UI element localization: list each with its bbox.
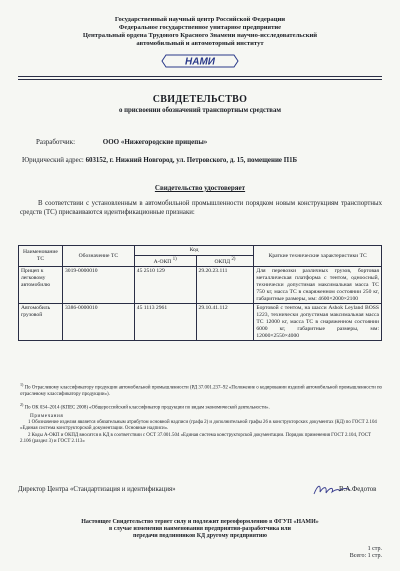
vehicle-table: [18, 245, 382, 341]
page-number: 1 стр.: [367, 546, 382, 552]
page-total: Всего: 1 стр.: [349, 553, 382, 559]
row-designation: 3386-0000010: [62, 304, 134, 341]
header-code: Код: [134, 246, 254, 256]
row-specs: Для перевозки различных грузов, бортовая металлическая платформа с тентом, одноосный, технически допустимая максимальная масса ТС 750 кг, масса ТС в снаряженном состоянии 250 кг, габаритные размеры, мм: 4600×2000×2100: [254, 267, 382, 304]
table-row: [19, 267, 382, 304]
certifies-heading: Свидетельство удостоверяет: [154, 184, 246, 192]
developer-row: [36, 138, 207, 146]
row-name: Прицеп к легковому автомобилю: [19, 267, 63, 304]
header-line-2: Федеральное государственное унитарное предприятие: [118, 24, 282, 31]
header-line-3: Центральный ордена Трудового Красного Знамени научно-исследовательский: [82, 32, 318, 39]
table-row: [19, 304, 382, 341]
footnote-1: $^{1)}$ По Отраслевому классификатору продукции автомобильной промышленности (РД 37.001.237–92 «Положение о кодировании изделий автомобильной промышленности по отраслевому классификатору продукции»).: [20, 382, 383, 397]
document-title: СВИДЕТЕЛЬСТВО: [152, 94, 248, 105]
note-2: 2 Коды А-ОКП и ОКПД вносятся в КД в соответствии с ОСТ 37.001.504 «Единая система конструкторской документации. Порядок применения ГОСТ 2.104, ГОСТ 2.106 (раздел 3) и ГОСТ 2.113»: [20, 433, 371, 445]
header-rule-thick: [18, 76, 382, 77]
row-designation: 3019-0000010: [62, 267, 134, 304]
row-name: Автомобиль грузовой: [19, 304, 63, 341]
header-line-4: автомобильный и автомоторный институт: [136, 40, 264, 47]
row-aokp: 45 2510 129: [134, 267, 196, 304]
document-subtitle: о присвоении обозначений транспортным средствам: [118, 107, 282, 114]
row-okpd: 29.10.41.112: [196, 304, 254, 341]
note-1: 1 Обозначение изделия является обязательным атрибутом основной надписи (графа 2) и дополнительной графы 26 в конструкторских документах (КД) по ГОСТ 2.104 «Единая система конструкторской документации. Основные надписи».: [20, 420, 377, 432]
validity-line-1: Настоящее Свидетельство теряет силу и подлежит переоформлению в ФГУП «НАМИ»: [81, 519, 319, 525]
signer-name: В.А.Федотов: [339, 486, 377, 493]
notes-title: Примечания: [30, 413, 64, 419]
signer-position: Директор Центра «Стандартизация и идентификация»: [18, 486, 176, 493]
header-okpd: ОКПД $^{2)}$: [196, 255, 254, 267]
developer-label: Разработчик:: [36, 138, 76, 146]
nami-logo: [160, 54, 240, 68]
validity-line-3: передачи подлинников КД другому предприятию: [133, 533, 267, 539]
header-specs: Краткие технические характеристики ТС: [254, 246, 382, 267]
footnote-2: $^{2)}$ По ОК 034–2014 (КПЕС 2008) «Общероссийский классификатор продукции по видам экономической деятельности».: [20, 402, 270, 411]
svg-text:НАМИ: НАМИ: [185, 56, 215, 68]
header-name: Наименование ТС: [19, 246, 63, 267]
row-specs: Бортовой с тентом, на шасси Ashok Leyland BOSS 1223, технически допустимая максимальная масса ТС 12000 кг, масса ТС в снаряженном состоянии 6000 кг, габаритные размеры, мм: 12000×2550×4000: [254, 304, 382, 341]
validity-line-2: в случае изменения наименования предприятия-разработчика или: [109, 526, 291, 532]
header-aokp: А-ОКП $^{1)}$: [134, 255, 196, 267]
header-rule-thin: [18, 79, 382, 80]
row-aokp: 45 1113 2961: [134, 304, 196, 341]
intro-paragraph: В соответствии с установленным в автомобильной промышленности порядком новым конструкциям транспортных средств (ТС) присваиваются идентификационные признаки:: [20, 200, 382, 216]
developer-value: ООО «Нижегородские прицепы»: [102, 138, 208, 146]
row-okpd: 29.20.23.111: [196, 267, 254, 304]
header-designation: Обозначение ТС: [62, 246, 134, 267]
address-value: 603152, г. Нижний Новгород, ул. Петровского, д. 15, помещение П1Б: [85, 157, 298, 164]
address-row: [22, 157, 297, 164]
address-label: Юридический адрес:: [22, 157, 84, 164]
header-line-1: Государственный научный центр Российской Федерации: [114, 16, 286, 23]
